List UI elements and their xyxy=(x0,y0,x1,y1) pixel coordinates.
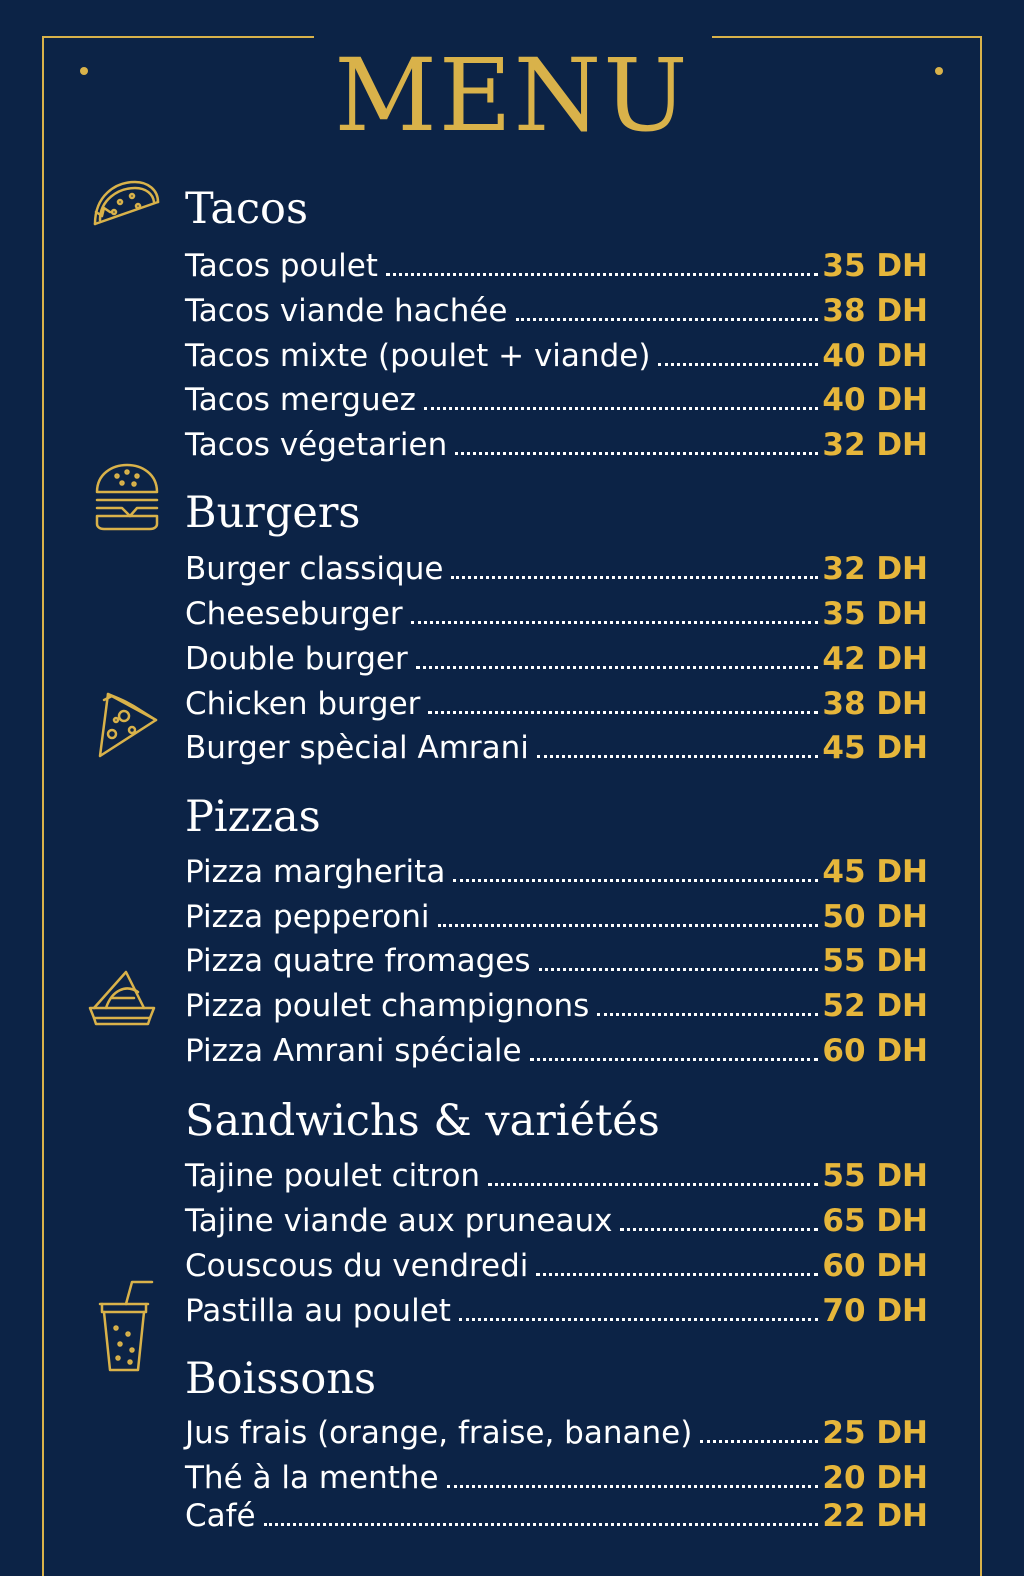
menu-item xyxy=(185,380,928,420)
dotted-leader xyxy=(597,1013,818,1016)
item-name: Tajine poulet citron xyxy=(185,1158,481,1194)
burger-icon xyxy=(92,462,162,532)
menu-item xyxy=(185,594,928,634)
item-price: 52 DH xyxy=(822,988,928,1024)
dotted-leader xyxy=(459,1318,818,1321)
menu-item xyxy=(185,986,928,1026)
section-title-pizzas: Pizzas xyxy=(185,792,321,842)
item-price: 42 DH xyxy=(822,641,928,677)
menu-item xyxy=(185,1246,928,1286)
item-name: Burger spècial Amrani xyxy=(185,730,529,766)
section-title-burgers: Burgers xyxy=(185,488,361,538)
item-name: Café xyxy=(185,1498,256,1534)
item-price: 22 DH xyxy=(822,1498,928,1534)
menu-item xyxy=(185,639,928,679)
section-title-sandwichs: Sandwichs & variétés xyxy=(185,1096,660,1146)
item-name: Tacos végetarien xyxy=(185,427,448,463)
menu-item xyxy=(185,1156,928,1196)
item-price: 60 DH xyxy=(822,1248,928,1284)
menu-item xyxy=(185,1413,928,1453)
menu-item xyxy=(185,1291,928,1331)
dotted-leader xyxy=(386,273,818,276)
item-name: Jus frais (orange, fraise, banane) xyxy=(185,1415,693,1451)
dotted-leader xyxy=(700,1440,818,1443)
dotted-leader xyxy=(536,1273,818,1276)
dotted-leader xyxy=(447,1485,819,1488)
dotted-leader xyxy=(424,407,818,410)
menu-item xyxy=(185,684,928,724)
item-name: Pizza quatre fromages xyxy=(185,943,531,979)
menu-item xyxy=(185,941,928,981)
menu-item xyxy=(185,336,928,376)
item-price: 70 DH xyxy=(822,1293,928,1329)
item-price: 32 DH xyxy=(822,551,928,587)
item-name: Pizza Amrani spéciale xyxy=(185,1033,522,1069)
menu-item xyxy=(185,1201,928,1241)
item-name: Tajine viande aux pruneaux xyxy=(185,1203,613,1239)
pizza-slice-icon xyxy=(94,690,160,760)
item-price: 35 DH xyxy=(822,248,928,284)
item-price: 45 DH xyxy=(822,730,928,766)
menu-item xyxy=(185,897,928,937)
item-price: 45 DH xyxy=(822,854,928,890)
dotted-leader xyxy=(539,968,819,971)
menu-item xyxy=(185,549,928,589)
section-title-tacos: Tacos xyxy=(185,184,309,234)
item-price: 32 DH xyxy=(822,427,928,463)
item-name: Pizza pepperoni xyxy=(185,899,430,935)
item-name: Tacos mixte (poulet + viande) xyxy=(185,338,651,374)
item-name: Pizza poulet champignons xyxy=(185,988,590,1024)
dotted-leader xyxy=(453,879,818,882)
item-price: 60 DH xyxy=(822,1033,928,1069)
dotted-leader xyxy=(451,576,818,579)
dotted-leader xyxy=(411,621,819,624)
drink-cup-icon xyxy=(96,1278,158,1374)
item-price: 40 DH xyxy=(822,382,928,418)
item-price: 20 DH xyxy=(822,1460,928,1496)
item-name: Tacos viande hachée xyxy=(185,293,508,329)
item-price: 38 DH xyxy=(822,293,928,329)
dotted-leader xyxy=(537,755,818,758)
item-name: Pizza margherita xyxy=(185,854,446,890)
item-name: Thé à la menthe xyxy=(185,1460,439,1496)
dotted-leader xyxy=(530,1058,819,1061)
item-name: Tacos merguez xyxy=(185,382,416,418)
menu-item xyxy=(185,852,928,892)
sandwich-icon xyxy=(86,968,158,1030)
menu-item xyxy=(185,1031,928,1071)
menu-item xyxy=(185,425,928,465)
item-price: 55 DH xyxy=(822,943,928,979)
item-name: Tacos poulet xyxy=(185,248,378,284)
menu-item xyxy=(185,246,928,286)
item-price: 38 DH xyxy=(822,686,928,722)
dotted-leader xyxy=(428,711,818,714)
item-price: 25 DH xyxy=(822,1415,928,1451)
taco-icon xyxy=(90,176,162,230)
menu-title: MENU xyxy=(334,37,690,154)
item-price: 35 DH xyxy=(822,596,928,632)
dotted-leader xyxy=(620,1228,818,1231)
item-name: Pastilla au poulet xyxy=(185,1293,451,1329)
dotted-leader xyxy=(658,363,818,366)
menu-item xyxy=(185,1458,928,1498)
dotted-leader xyxy=(438,924,819,927)
item-name: Cheeseburger xyxy=(185,596,403,632)
dotted-leader xyxy=(516,318,819,321)
dotted-leader xyxy=(488,1183,818,1186)
item-price: 65 DH xyxy=(822,1203,928,1239)
section-title-boissons: Boissons xyxy=(185,1354,377,1404)
item-price: 50 DH xyxy=(822,899,928,935)
item-price: 55 DH xyxy=(822,1158,928,1194)
dotted-leader xyxy=(264,1523,819,1526)
item-name: Chicken burger xyxy=(185,686,421,722)
item-name: Double burger xyxy=(185,641,408,677)
item-name: Couscous du vendredi xyxy=(185,1248,529,1284)
dotted-leader xyxy=(416,666,819,669)
menu-item xyxy=(185,728,928,768)
menu-item xyxy=(185,1496,928,1536)
menu-item xyxy=(185,291,928,331)
item-name: Burger classique xyxy=(185,551,444,587)
dotted-leader xyxy=(455,452,818,455)
item-price: 40 DH xyxy=(822,338,928,374)
